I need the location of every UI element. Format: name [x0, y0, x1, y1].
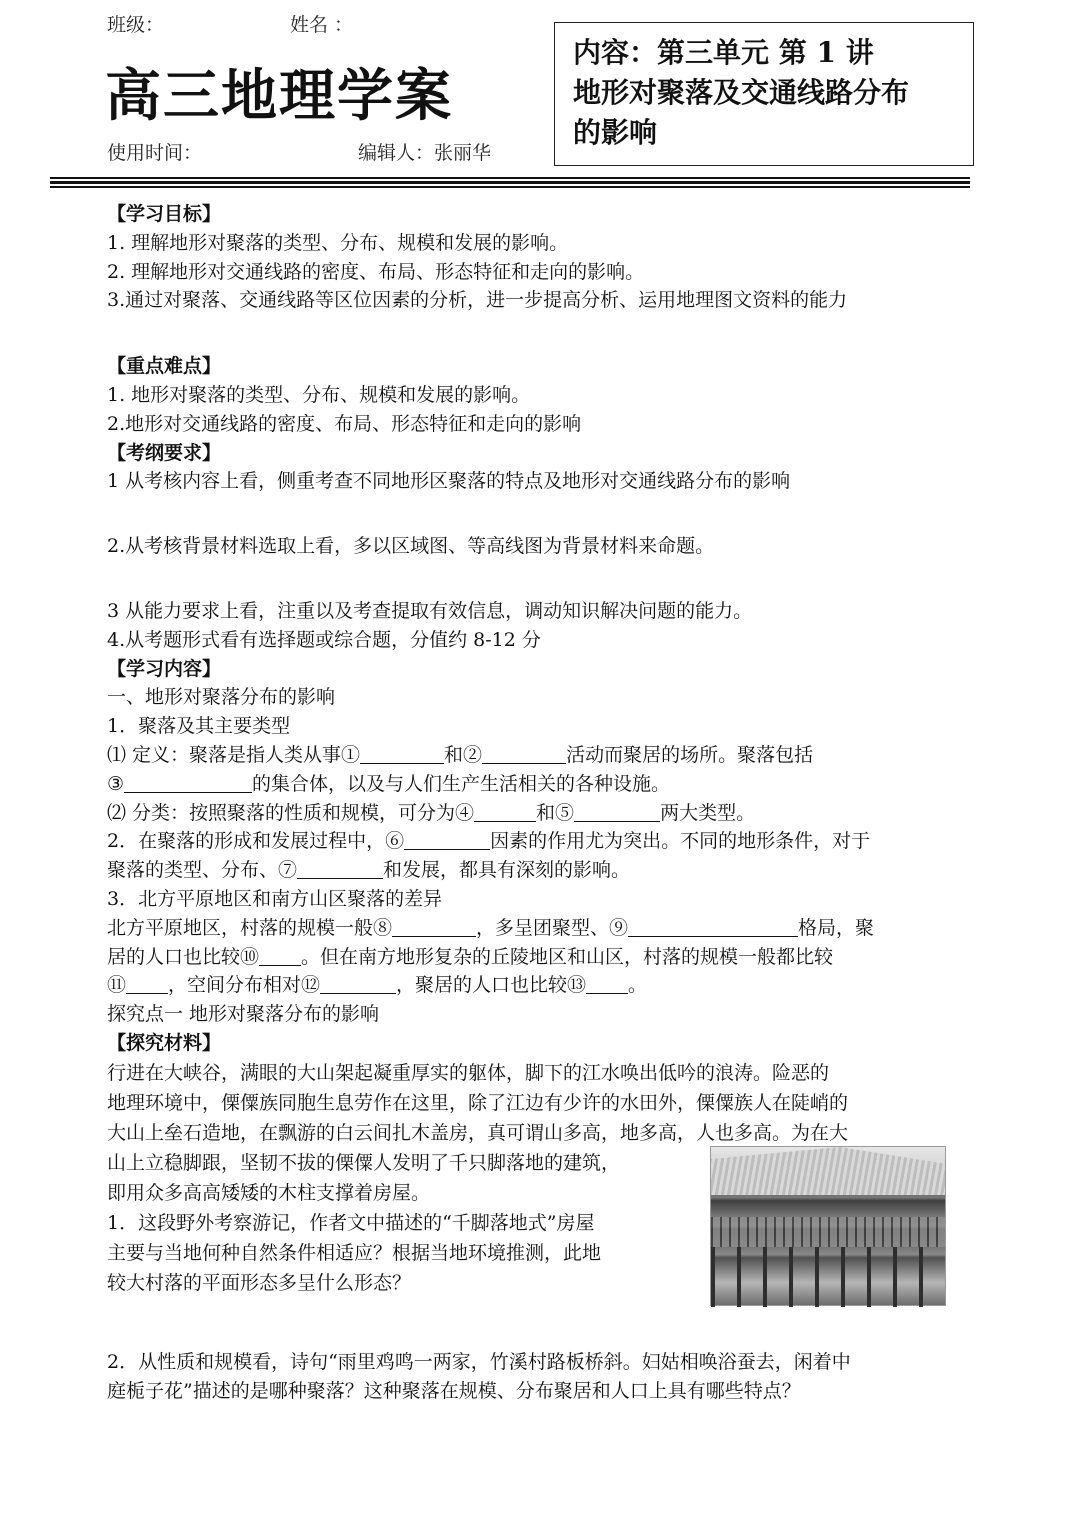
blank-10[interactable] [259, 945, 301, 966]
topic-box [554, 22, 974, 166]
story-line: 行进在大峡谷，满眼的大山架起凝重厚实的躯体，脚下的江水唤出低吟的浪涛。险恶的 [107, 1061, 830, 1084]
blank-8[interactable] [392, 916, 476, 937]
blank-9[interactable] [628, 916, 798, 937]
paragraph-3-line-1: 北方平原地区，村落的规模一般⑧ ，多呈团聚型、⑨ 格局，聚 [107, 916, 875, 939]
paragraph-3-line-2: 居的人口也比较⑩ 。但在南方地形复杂的丘陵地区和山区，村落的规模一般都比较 [107, 945, 834, 968]
subsection-title: 1．聚落及其主要类型 [107, 715, 291, 738]
topic-line-2: 地形对聚落及交通线路分布 [573, 76, 910, 109]
goal-item: 3.通过对聚落、交通线路等区位因素的分析，进一步提高分析、运用地理图文资料的能力 [107, 289, 848, 312]
header-rule-bottom [50, 186, 970, 188]
goals-heading: 【学习目标】 [107, 203, 222, 225]
page-title: 高三地理学案 [105, 63, 453, 129]
definition-line-2: ③ 的集合体，以及与人们生产生活相关的各种设施。 [107, 772, 671, 795]
blank-12[interactable] [320, 973, 396, 994]
blank-1[interactable] [360, 743, 444, 764]
question-2: 2．从性质和规模看，诗句“雨里鸡鸣一两家，竹溪村路板桥斜。妇姑相唤浴蚕去，闲着中 庭栀子花”描述的是哪种聚落？这种聚落在规模、分布聚居和人口上具有哪些特点？ [107, 1350, 851, 1402]
key-points-heading: 【重点难点】 [107, 355, 222, 378]
blank-13[interactable] [586, 973, 628, 994]
story-line: 大山上垒石造地，在飘游的白云间扎木盖房，真可谓山多高，地多高，人也多高。为在大 [107, 1121, 849, 1144]
key-point-item: 1. 地形对聚落的类型、分布、规模和发展的影响。 [107, 383, 531, 406]
blank-2[interactable] [482, 743, 566, 764]
goal-item: 2. 理解地形对交通线路的密度、布局、形态特征和走向的影响。 [107, 260, 645, 283]
usage-time-label: 使用时间： [107, 142, 203, 164]
paragraph-2-line-1: 2．在聚落的形成和发展过程中，⑥ 因素的作用尤为突出。不同的地形条件，对于 [107, 830, 871, 853]
editor-label: 编辑人：张丽华 [358, 142, 492, 164]
content-heading: 【学习内容】 [107, 657, 222, 680]
stilt-house-balcony [711, 1217, 945, 1247]
blank-6[interactable] [404, 829, 490, 850]
story-line: 即用众多高高矮矮的木柱支撑着房屋。 [107, 1181, 431, 1204]
blank-7[interactable] [297, 858, 383, 879]
paragraph-3-line-3: ⑪ ，空间分布相对⑫ ，聚居的人口也比较⑬ 。 [107, 974, 648, 997]
explore-title: 探究点一 地形对聚落分布的影响 [107, 1003, 380, 1026]
stilt-house-photo [710, 1146, 946, 1306]
classification-line: ⑵ 分类：按照聚落的性质和规模，可分为④ 和⑤ 两大类型。 [107, 801, 756, 824]
key-point-item: 2.地形对交通线路的密度、布局、形态特征和走向的影响 [107, 412, 582, 435]
blank-3[interactable] [124, 772, 252, 793]
name-label: 姓名 ： [290, 14, 354, 36]
syllabus-item: 1 从考核内容上看，侧重考查不同地形区聚落的特点及地形对交通线路分布的影响 [107, 470, 791, 493]
question-1: 1．这段野外考察游记，作者文中描述的“千脚落地式”房屋 主要与当地何种自然条件相适应？根据当地环境推测，此地 较大村落的平面形态多呈什么形态？ [107, 1211, 602, 1294]
story-line: 山上立稳脚跟，坚韧不拔的傈僳人发明了千只脚落地的建筑， [107, 1151, 621, 1174]
header-rule-middle [50, 181, 970, 184]
topic-line-3: 的影响 [573, 116, 658, 149]
header-rule-top [50, 177, 970, 179]
goal-item: 1. 理解地形对聚落的类型、分布、规模和发展的影响。 [107, 231, 569, 254]
syllabus-item: 3 从能力要求上看，注重以及考查提取有效信息，调动知识解决问题的能力。 [107, 599, 753, 622]
subsection-title: 3．北方平原地区和南方山区聚落的差异 [107, 887, 443, 910]
syllabus-item: 2.从考核背景材料选取上看，多以区域图、等高线图为背景材料来命题。 [107, 535, 715, 558]
definition-line: ⑴ 定义：聚落是指人类从事① 和② 活动而聚居的场所。聚落包括 [107, 743, 814, 766]
stilt-house-posts [711, 1247, 945, 1307]
syllabus-heading: 【考纲要求】 [107, 441, 222, 464]
class-label: 班级： [107, 14, 165, 36]
blank-4[interactable] [474, 801, 536, 822]
story-line: 地理环境中，傈僳族同胞生息劳作在这里，除了江边有少许的水田外，傈僳族人在陡峭的 [107, 1091, 849, 1114]
blank-5[interactable] [574, 801, 660, 822]
topic-line-1: 内容：第三单元 第 1 讲 [573, 36, 874, 69]
paragraph-2-line-2: 聚落的类型、分布、⑦ 和发展，都具有深刻的影响。 [107, 859, 631, 882]
section-title: 一、地形对聚落分布的影响 [107, 686, 336, 709]
stilt-house-roof [711, 1147, 945, 1195]
syllabus-item: 4.从考题形式看有选择题或综合题，分值约 8-12 分 [107, 628, 541, 651]
material-heading: 【探究材料】 [107, 1031, 222, 1054]
blank-11[interactable] [126, 973, 168, 994]
